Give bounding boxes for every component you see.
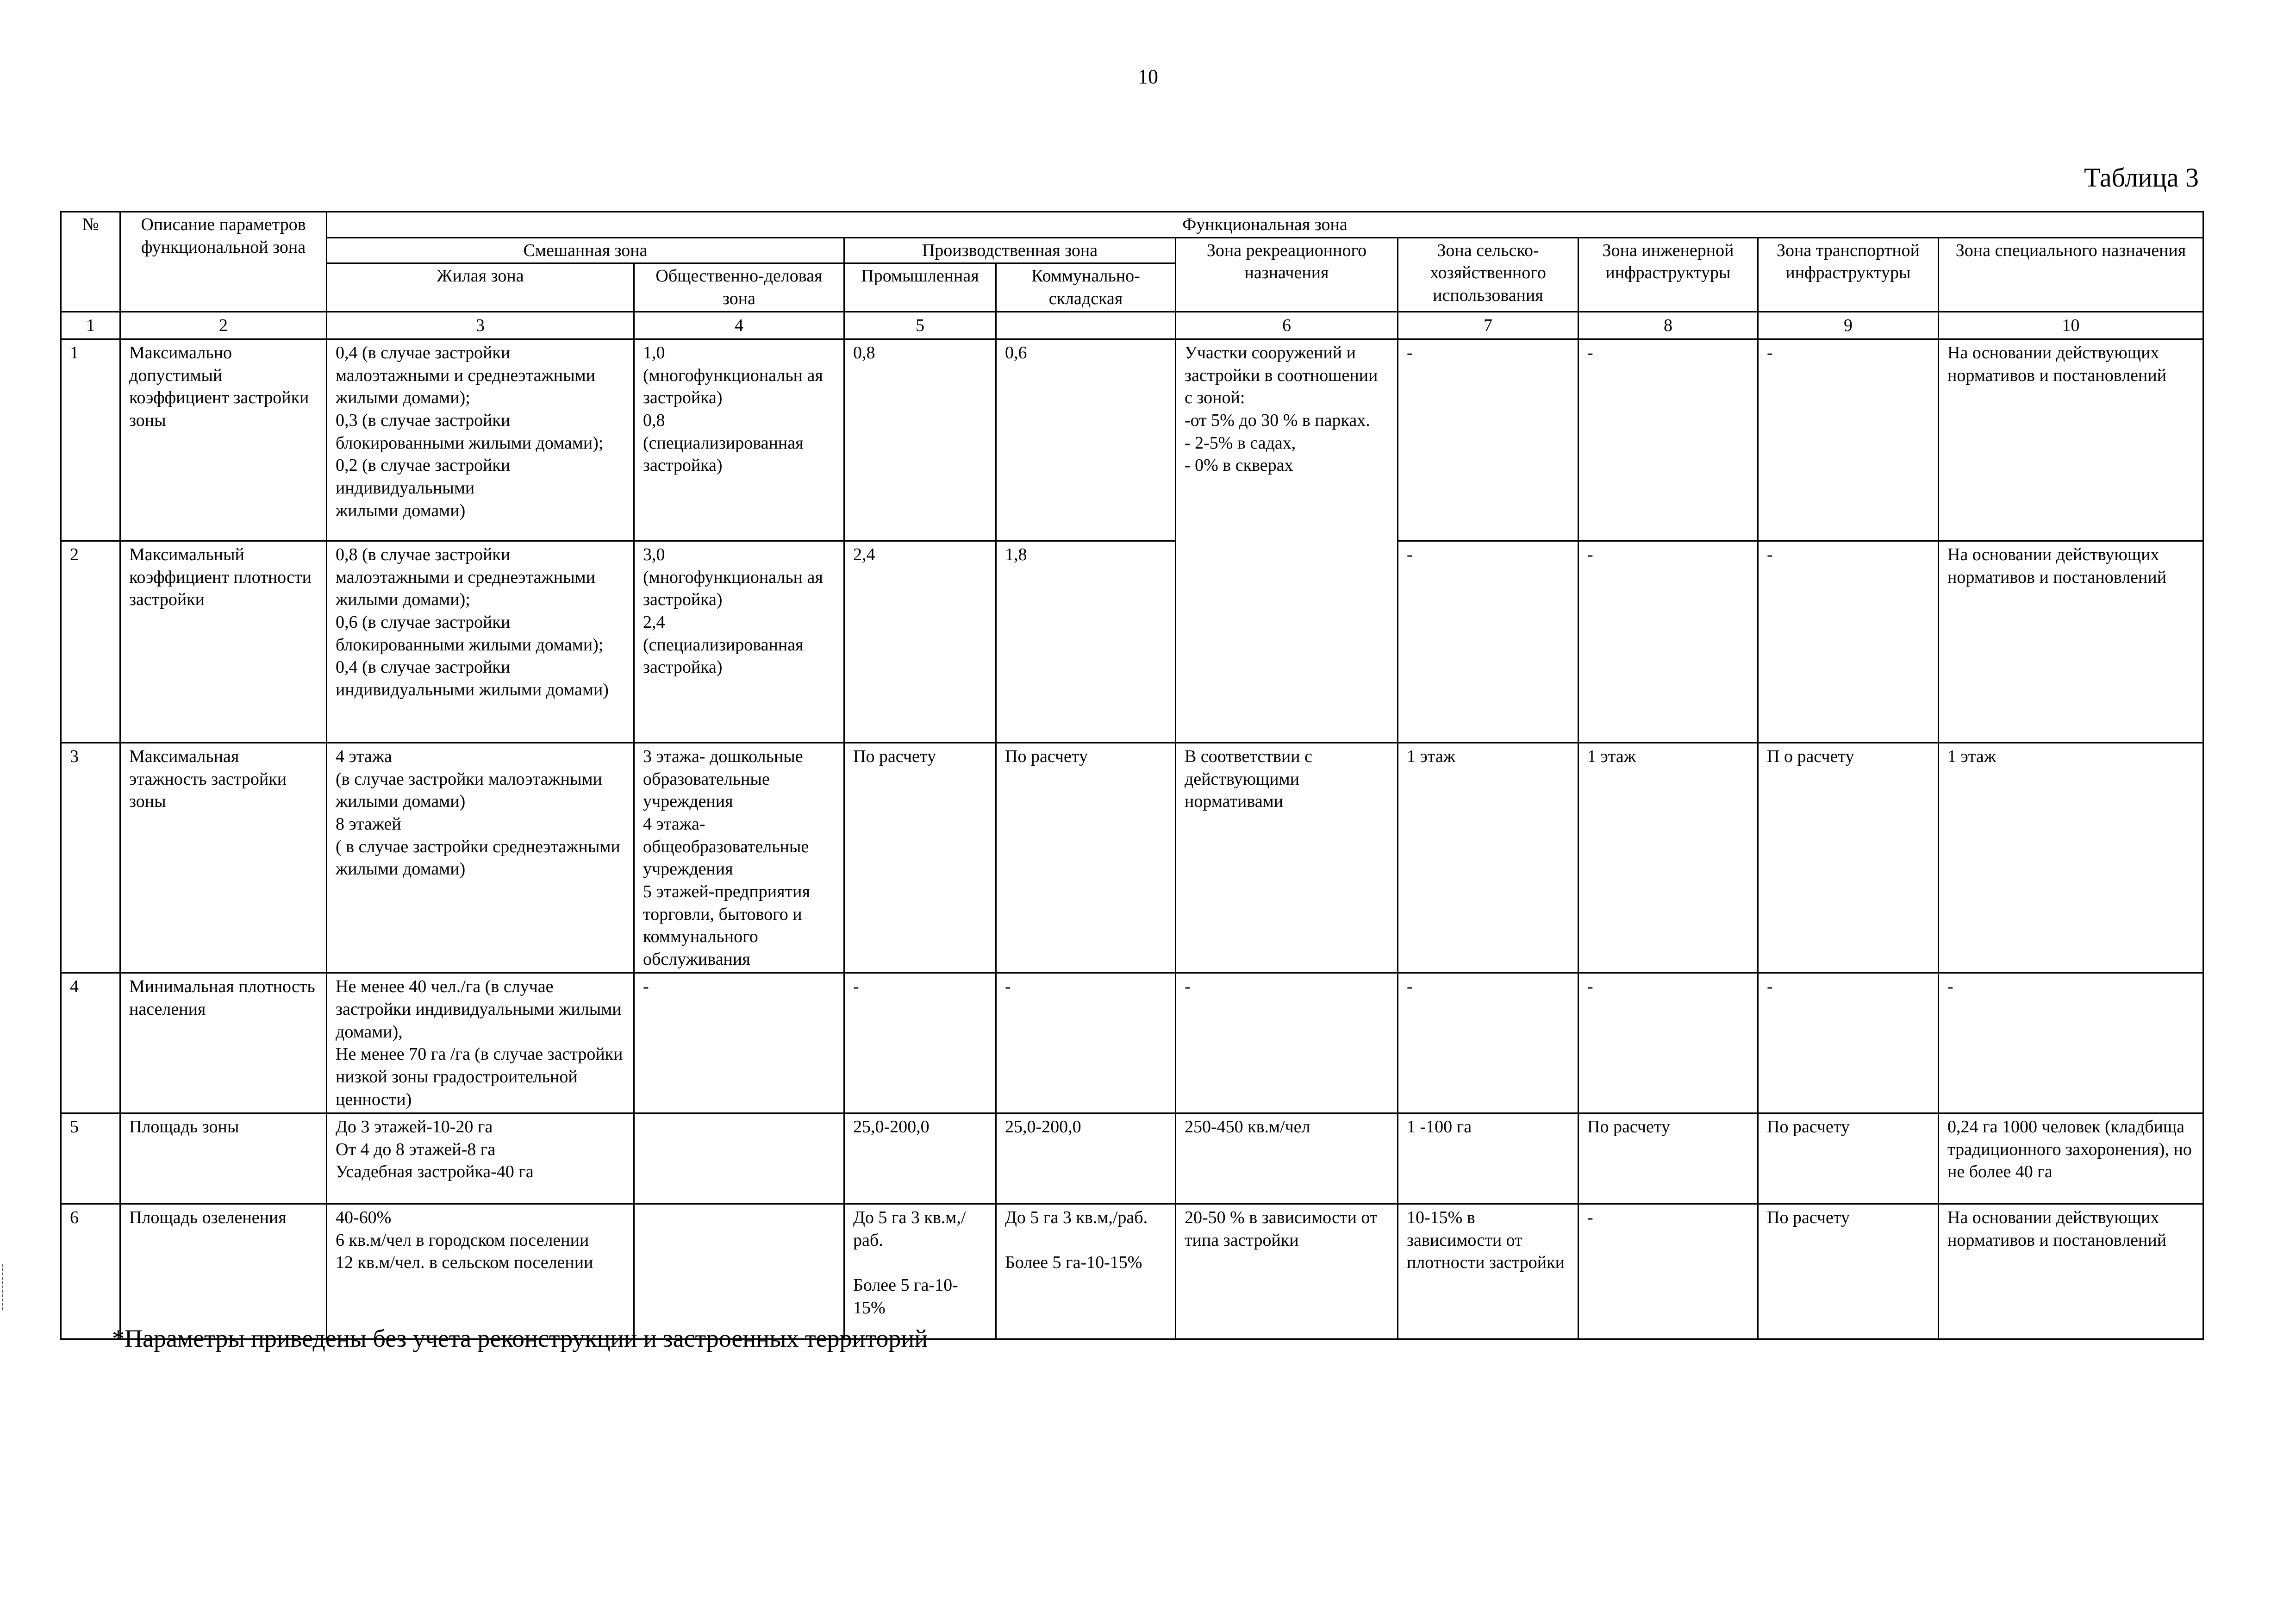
table-row xyxy=(61,973,2203,1113)
cell-recreation: - xyxy=(1176,973,1398,1113)
column-number: 8 xyxy=(1578,312,1758,339)
cell-industrial: До 5 га 3 кв.м,/раб. Более 5 га-10-15% xyxy=(844,1204,996,1339)
column-number: 9 xyxy=(1758,312,1939,339)
column-number: 3 xyxy=(327,312,634,339)
header-residential: Жилая зона xyxy=(327,263,634,312)
row-description: Площадь зоны xyxy=(120,1113,327,1204)
cell-engineering: - xyxy=(1578,973,1758,1113)
header-communal-storage: Коммунально-складская xyxy=(996,263,1176,312)
cell-special: 1 этаж xyxy=(1939,743,2203,973)
header-row-2 xyxy=(61,237,2203,263)
cell-communal: 1,8 xyxy=(996,541,1176,743)
cell-transport: - xyxy=(1758,973,1939,1113)
header-public-business: Общественно-деловая зона xyxy=(634,263,844,312)
column-number: 4 xyxy=(634,312,844,339)
column-number-row xyxy=(61,312,2203,339)
cell-agricultural: - xyxy=(1398,339,1578,541)
column-number: 5 xyxy=(844,312,996,339)
cell-special: На основании действующих нормативов и постановлений xyxy=(1939,339,2203,541)
row-no: 4 xyxy=(61,973,120,1113)
cell-engineering: - xyxy=(1578,1204,1758,1339)
cell-special: - xyxy=(1939,973,2203,1113)
column-number: 6 xyxy=(1176,312,1398,339)
cell-special: На основании действующих нормативов и постановлений xyxy=(1939,541,2203,743)
row-description: Максимально допустимый коэффициент застройки зоны xyxy=(120,339,327,541)
cell-transport: По расчету xyxy=(1758,1113,1939,1204)
cell-industrial: - xyxy=(844,973,996,1113)
table-row xyxy=(61,1204,2203,1339)
row-description: Минимальная плотность населения xyxy=(120,973,327,1113)
cell-residential: 0,8 (в случае застройки малоэтажными и среднеэтажными жилыми домами); 0,6 (в случае застройки блокированными жилыми домами); 0,4 (в случае застройки индивидуальными жилыми домами) xyxy=(327,541,634,743)
cell-residential: Не менее 40 чел./га (в случае застройки индивидуальными жилыми домами), Не менее 70 га /га (в случае застройки низкой зоны градостроительной ценности) xyxy=(327,973,634,1113)
column-number: 7 xyxy=(1398,312,1578,339)
table-row xyxy=(61,743,2203,973)
cell-transport: По расчету xyxy=(1758,1204,1939,1339)
cell-agricultural: 10-15% в зависимости от плотности застройки xyxy=(1398,1204,1578,1339)
cell-recreation: Участки сооружений и застройки в соотношении с зоной: -от 5% до 30 % в парках. - 2-5% в садах, - 0% в скверах xyxy=(1176,339,1398,743)
cell-communal: 25,0-200,0 xyxy=(996,1113,1176,1204)
cell-transport: - xyxy=(1758,541,1939,743)
header-industrial: Промышленная xyxy=(844,263,996,312)
cell-public-business: - xyxy=(634,973,844,1113)
column-number: 10 xyxy=(1939,312,2203,339)
table-caption: Таблица 3 xyxy=(2084,162,2199,193)
row-no: 3 xyxy=(61,743,120,973)
header-engineering: Зона инженерной инфраструктуры xyxy=(1578,237,1758,312)
header-special: Зона специального назначения xyxy=(1939,237,2203,312)
header-agricultural: Зона сельско-хозяйственного использования xyxy=(1398,237,1578,312)
parameters-table xyxy=(60,211,2204,1340)
cell-industrial: 25,0-200,0 xyxy=(844,1113,996,1204)
page-number: 10 xyxy=(1138,65,1158,88)
cell-agricultural: 1 этаж xyxy=(1398,743,1578,973)
row-no: 5 xyxy=(61,1113,120,1204)
margin-mark xyxy=(2,1264,5,1310)
cell-recreation: 20-50 % в зависимости от типа застройки xyxy=(1176,1204,1398,1339)
column-number xyxy=(996,312,1176,339)
header-production-zone: Производственная зона xyxy=(844,237,1176,263)
cell-residential: 4 этажа (в случае застройки малоэтажными жилыми домами) 8 этажей ( в случае застройки среднеэтажными жилыми домами) xyxy=(327,743,634,973)
cell-special: 0,24 га 1000 человек (кладбища традиционного захоронения), но не более 40 га xyxy=(1939,1113,2203,1204)
cell-special: На основании действующих нормативов и постановлений xyxy=(1939,1204,2203,1339)
cell-engineering: - xyxy=(1578,541,1758,743)
cell-public-business xyxy=(634,1204,844,1339)
cell-residential: 0,4 (в случае застройки малоэтажными и среднеэтажными жилыми домами); 0,3 (в случае застройки блокированными жилыми домами); 0,2 (в случае застройки индивидуальными жилыми домами) xyxy=(327,339,634,541)
header-row-1 xyxy=(61,212,2203,238)
cell-public-business: 3 этажа- дошкольные образовательные учреждения 4 этажа-общеобразовательные учреждения 5 этажей-предприятия торговли, бытового и коммунального обслуживания xyxy=(634,743,844,973)
column-number: 1 xyxy=(61,312,120,339)
table-row xyxy=(61,339,2203,541)
header-functional-zone: Функциональная зона xyxy=(327,212,2203,238)
header-no: № xyxy=(61,212,120,312)
cell-agricultural: - xyxy=(1398,973,1578,1113)
cell-recreation: В соответствии с действующими нормативами xyxy=(1176,743,1398,973)
cell-public-business xyxy=(634,1113,844,1204)
row-description: Максимальный коэффициент плотности застройки xyxy=(120,541,327,743)
cell-public-business: 3,0 (многофункциональн ая застройка) 2,4 (специализированная застройка) xyxy=(634,541,844,743)
header-mixed-zone: Смешанная зона xyxy=(327,237,844,263)
table-row xyxy=(61,541,2203,743)
row-no: 6 xyxy=(61,1204,120,1339)
footnote: *Параметры приведены без учета реконструкции и застроенных территорий xyxy=(112,1324,928,1352)
cell-engineering: - xyxy=(1578,339,1758,541)
cell-recreation: 250-450 кв.м/чел xyxy=(1176,1113,1398,1204)
cell-transport: - xyxy=(1758,339,1939,541)
cell-public-business: 1,0 (многофункциональн ая застройка) 0,8 (специализированная застройка) xyxy=(634,339,844,541)
cell-industrial: По расчету xyxy=(844,743,996,973)
row-no: 1 xyxy=(61,339,120,541)
cell-communal: 0,6 xyxy=(996,339,1176,541)
column-number: 2 xyxy=(120,312,327,339)
cell-engineering: По расчету xyxy=(1578,1113,1758,1204)
cell-residential: 40-60% 6 кв.м/чел в городском поселении 12 кв.м/чел. в сельском поселении xyxy=(327,1204,634,1339)
header-description: Описание параметров функциональной зона xyxy=(120,212,327,312)
header-transport: Зона транспортной инфраструктуры xyxy=(1758,237,1939,312)
cell-agricultural: - xyxy=(1398,541,1578,743)
row-no: 2 xyxy=(61,541,120,743)
cell-industrial: 0,8 xyxy=(844,339,996,541)
row-description: Максимальная этажность застройки зоны xyxy=(120,743,327,973)
cell-industrial: 2,4 xyxy=(844,541,996,743)
cell-communal: - xyxy=(996,973,1176,1113)
table-row xyxy=(61,1113,2203,1204)
cell-engineering: 1 этаж xyxy=(1578,743,1758,973)
cell-communal: До 5 га 3 кв.м,/раб. Более 5 га-10-15% xyxy=(996,1204,1176,1339)
header-recreation: Зона рекреационного назначения xyxy=(1176,237,1398,312)
cell-communal: По расчету xyxy=(996,743,1176,973)
cell-residential: До 3 этажей-10-20 га От 4 до 8 этажей-8 га Усадебная застройка-40 га xyxy=(327,1113,634,1204)
cell-transport: П о расчету xyxy=(1758,743,1939,973)
row-description: Площадь озеленения xyxy=(120,1204,327,1339)
cell-agricultural: 1 -100 га xyxy=(1398,1113,1578,1204)
